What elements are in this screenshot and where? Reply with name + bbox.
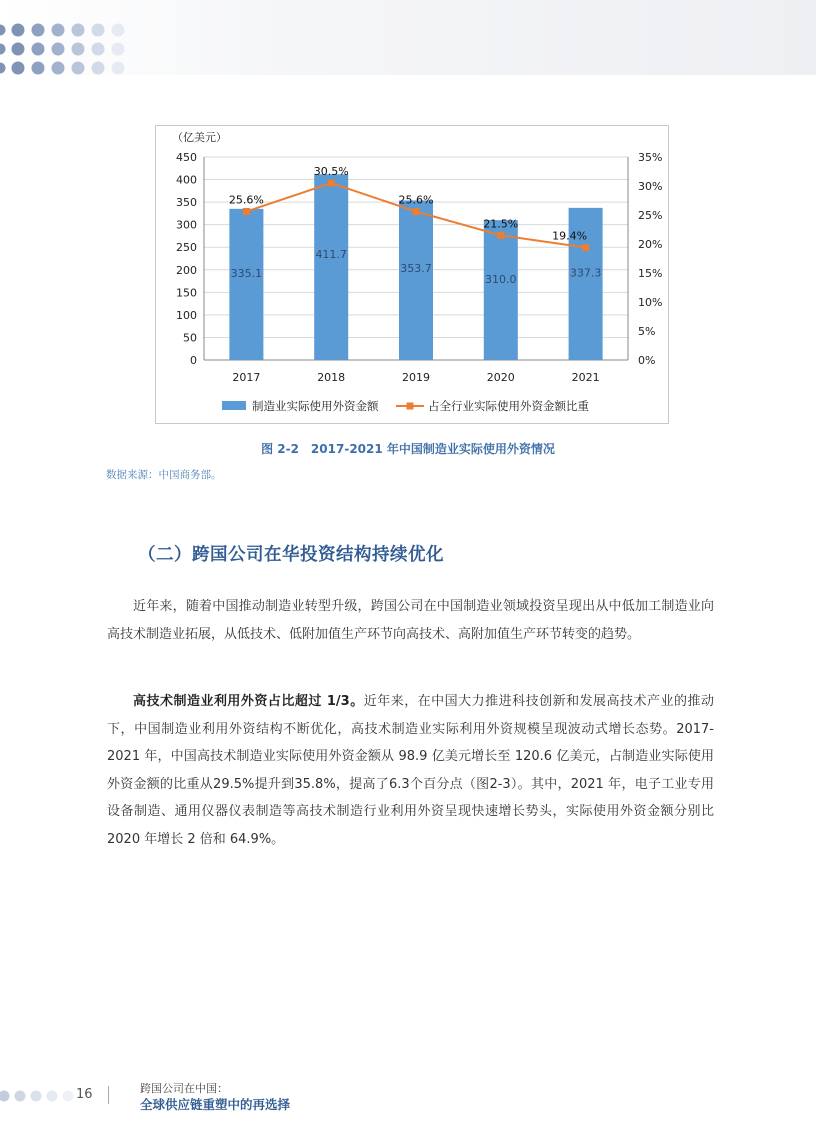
y2-tick-label: 10% [638, 296, 663, 309]
paragraph-2 [107, 688, 714, 853]
header-dot [112, 24, 125, 37]
header-dot [92, 24, 105, 37]
y2-tick-label: 20% [638, 238, 663, 251]
y2-tick-label: 25% [638, 209, 663, 222]
footer-divider [108, 1086, 109, 1104]
y-tick-label: 450 [176, 151, 197, 164]
line-point-2020 [497, 232, 504, 239]
header-dot [32, 43, 45, 56]
y2-tick-label: 0% [638, 354, 656, 367]
bar-value-label: 337.3 [569, 266, 602, 280]
header-dot [0, 25, 6, 36]
footer-dot [0, 1091, 10, 1102]
y-tick-label: 300 [176, 218, 197, 232]
header-dot [12, 43, 25, 56]
line-point-2017 [243, 208, 250, 215]
header-dot [112, 43, 125, 56]
legend-bar-label: 制造业实际使用外资金额 [252, 399, 379, 413]
legend-line-marker [407, 403, 414, 410]
paragraph-1-text: 近年来，随着中国推动制造业转型升级，跨国公司在中国制造业领域投资呈现出从中低加工制造业向高技术制造业拓展，从低技术、低附加值生产环节向高技术、高附加值生产环节转变的趋势。 [107, 599, 714, 642]
header-dot [32, 62, 45, 75]
header-dot [52, 43, 65, 56]
x-tick-label: 2017 [232, 371, 261, 384]
x-tick-label: 2020 [486, 371, 515, 384]
line-point-2019 [413, 208, 420, 215]
line-point-label: 21.5% [483, 217, 519, 231]
y-tick-label: 350 [176, 196, 197, 210]
line-point-label: 30.5% [313, 165, 349, 179]
line-point-2021 [582, 244, 589, 251]
y-tick-label: 150 [176, 286, 197, 300]
data-source: 数据来源：中国商务部。 [106, 469, 222, 481]
chart-svg [156, 126, 668, 423]
bar-2019 [399, 200, 433, 360]
x-tick-label: 2018 [317, 371, 346, 384]
header-dot [12, 62, 25, 75]
footer-dot [63, 1091, 74, 1102]
header-dot [92, 43, 105, 56]
chart-figure [155, 125, 669, 424]
page-number: 16 [76, 1087, 93, 1102]
header-dot [72, 24, 85, 37]
line-point-label: 25.6% [228, 193, 264, 207]
bar-value-label: 310.0 [485, 273, 517, 287]
y-tick-label: 250 [176, 241, 197, 255]
legend-line-label: 占全行业实际使用外资金额比重 [428, 399, 589, 413]
paragraph-2-body: 近年来，在中国大力推进科技创新和发展高技术产业的推动下，中国制造业利用外资结构不断优化，高技术制造业实际利用外资规模呈现波动式增长态势。2017-2021 年，中国高技术制造业实际使用外资金额从 98.9 亿美元增长至 120.6 亿美元，占制造业实际使用外资金额的比重从29.5%提升到35.8%，提高了6.3个百分点（图2-3）。其中，2021 年，电子工业专用设备制造、通用仪器仪表制造等高技术制造行业利用外资呈现快速增长势头，实际使用外资金额分别比 2020 年增长 2 倍和 64.9%。 [107, 694, 714, 847]
footer-dots-icon [0, 1088, 80, 1104]
section-heading: （二）跨国公司在华投资结构持续优化 [138, 545, 444, 565]
header-dot [92, 62, 105, 75]
bar-value-label: 353.7 [400, 262, 432, 276]
header-dot [32, 24, 45, 37]
paragraph-1 [107, 593, 714, 648]
y2-tick-label: 35% [638, 151, 663, 164]
footer-dot [15, 1091, 26, 1102]
x-tick-label: 2019 [402, 371, 430, 384]
header-dot [52, 24, 65, 37]
header-dot [72, 62, 85, 75]
footer-book-title: 跨国公司在中国： [140, 1082, 228, 1095]
x-tick-label: 2021 [571, 371, 600, 384]
header-dot [72, 43, 85, 56]
bar-2020 [484, 220, 518, 360]
figure-caption: 图 2-2 2017-2021 年中国制造业实际使用外资情况 [261, 442, 555, 456]
legend-bar-swatch [222, 401, 246, 410]
header-dot [112, 62, 125, 75]
paragraph-2-lead: 高技术制造业利用外资占比超过 1/3。 [133, 694, 364, 709]
y-tick-label: 100 [176, 308, 197, 322]
y2-tick-label: 15% [638, 267, 663, 280]
decorative-dots-icon [0, 0, 140, 80]
line-point-label: 19.4% [552, 229, 588, 243]
header-dot [52, 62, 65, 75]
footer-dot [47, 1091, 58, 1102]
y2-tick-label: 30% [638, 180, 663, 193]
bar-2017 [229, 209, 263, 360]
bar-2018 [314, 174, 348, 360]
y-tick-label: 50 [183, 331, 197, 345]
header-dot [12, 24, 25, 37]
bar-value-label: 335.1 [230, 266, 263, 280]
header-dot [0, 44, 6, 55]
y-tick-label: 400 [176, 173, 197, 187]
bar-value-label: 411.7 [315, 247, 347, 261]
header-dot [0, 63, 6, 74]
y-tick-label: 0 [190, 354, 197, 367]
footer-book-subtitle: 全球供应链重塑中的再选择 [140, 1097, 291, 1112]
line-point-label: 25.6% [398, 193, 434, 207]
footer-dot [31, 1091, 42, 1102]
y-tick-label: 200 [176, 263, 197, 277]
line-point-2018 [328, 180, 335, 187]
y2-tick-label: 5% [638, 325, 656, 338]
y-axis-unit-label: （亿美元） [172, 131, 227, 144]
